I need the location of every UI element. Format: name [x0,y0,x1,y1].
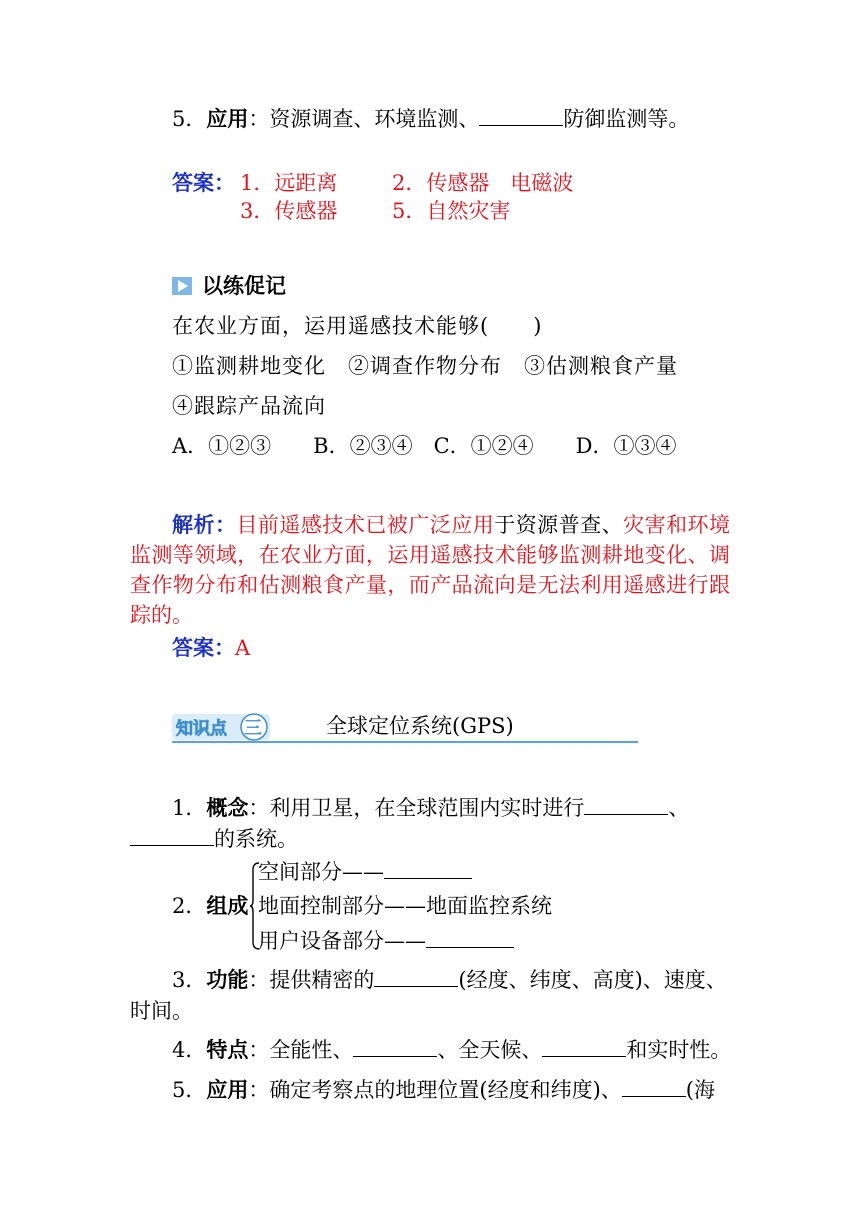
answer-item: 5．自然灾害 [392,199,511,223]
gps-item-function-cont: 时间。 [130,999,193,1023]
gps-item-function: 3．功能：提供精密的 (经度、纬度、高度)、速度、 [172,968,727,992]
fill-blank [426,927,514,948]
answer-item: 1．远距离 [240,171,338,195]
item-label: 应用 [206,107,249,131]
gps-item-concept-cont: 的系统。 [130,825,298,853]
composition-space: 空间部分—— [258,858,472,886]
gps-item-features: 4．特点：全能性、 、全天候、 和实时性。 [172,1038,732,1062]
fill-blank [353,1036,437,1057]
title-underline [172,741,638,743]
practice-options: ①监测耕地变化 ②调查作物分布 ③估测粮食产量 [172,354,678,378]
composition-ground: 地面控制部分——地面监控系统 [258,894,552,918]
fill-blank [374,966,458,987]
fill-blank [622,1076,686,1097]
answer-item: 3．传感器 [240,199,338,223]
practice-choices: A．①②③ B．②③④ C．①②④ D．①③④ [172,434,677,458]
practice-question: 在农业方面，运用遥感技术能够( ) [172,314,543,338]
badge-text: 知识点 [176,719,227,739]
badge-number: 三 [244,718,262,739]
item-5-application: 5．应用：资源调查、环境监测、 防御监测等。 [172,107,690,131]
answer-label: 答案： [172,171,235,195]
practice-heading: 以练促记 [172,272,286,300]
composition-user: 用户设备部分—— [258,927,514,955]
gps-item-composition-label: 2．组成 [172,894,249,918]
gps-item-concept: 1．概念：利用卫星，在全球范围内实时进行 、 [172,796,690,820]
knowledge-point-title: 全球定位系统(GPS) [326,714,514,738]
answer-2: 答案：A [172,636,251,660]
play-triangle-icon [172,277,192,295]
answer-item: 2．传感器 电磁波 [392,171,574,195]
fill-blank [130,825,214,846]
fill-blank [384,858,472,879]
gps-item-application: 5．应用：确定考察点的地理位置(经度和纬度)、 (海 [172,1078,715,1102]
fill-blank [479,105,563,126]
analysis-paragraph: 解析：目前遥感技术已被广泛应用于资源普查、灾害和环境监测等领域，在农业方面，运用遥感技术能够监测耕地变化、调查作物分布和估测粮食产量，而产品流向是无法利用遥感进行跟踪的。 [130,513,731,627]
knowledge-point-badge [172,712,270,742]
fill-blank [542,1036,626,1057]
practice-options: ④跟踪产品流向 [172,394,326,418]
fill-blank [584,794,668,815]
